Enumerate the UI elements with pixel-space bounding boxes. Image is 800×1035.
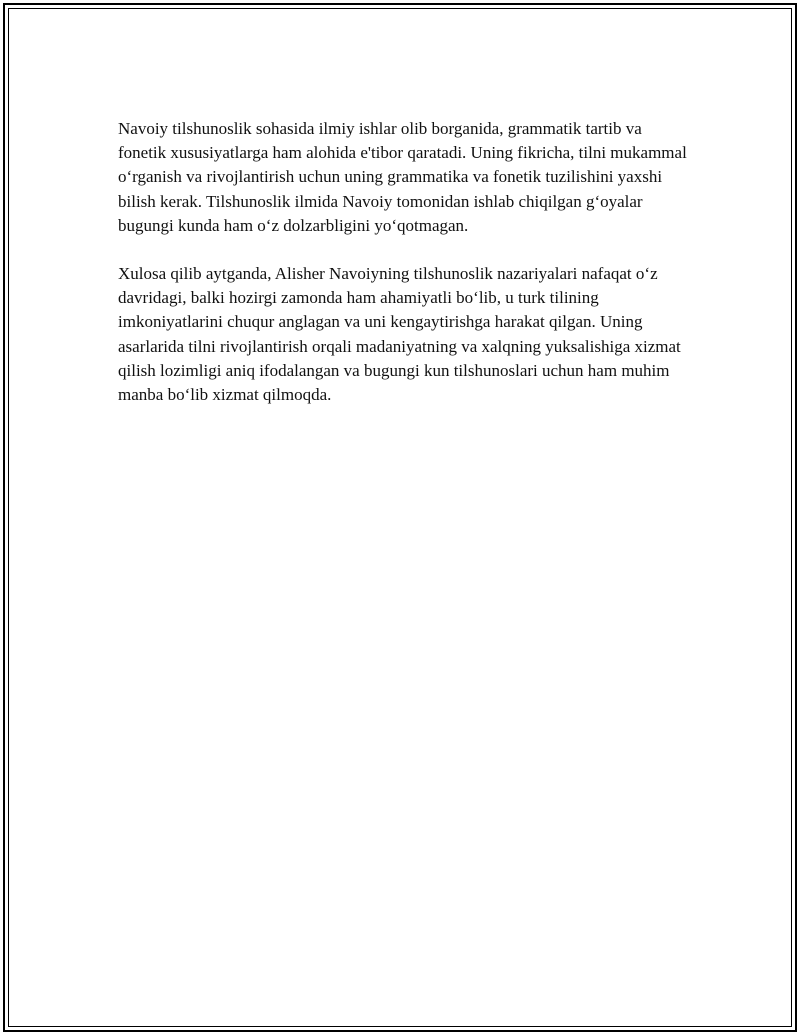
document-body (118, 117, 693, 431)
paragraph-2: Xulosa qilib aytganda, Alisher Navoiyning tilshunoslik nazariyalari nafaqat o‘z davridagi, balki hozirgi zamonda ham ahamiyatli bo‘lib, u turk tilining imkoniyatlarini chuqur anglagan va uni kengaytirishga harakat qilgan. Uning asarlarida tilni rivojlantirish orqali madaniyatning va xalqning yuksalishiga xizmat qilish lozimligi aniq ifodalangan va bugungi kun tilshunoslari uchun ham muhim manba bo‘lib xizmat qilmoqda. (118, 264, 681, 405)
paragraph-1: Navoiy tilshunoslik sohasida ilmiy ishlar olib borganida, grammatik tartib va fonetik xususiyatlarga ham alohida e'tibor qaratadi. Uning fikricha, tilni mukammal o‘rganish va rivojlantirish uchun uning grammatika va fonetik tuzilishini yaxshi bilish kerak. Tilshunoslik ilmida Navoiy tomonidan ishlab chiqilgan g‘oyalar bugungi kunda ham o‘z dolzarbligini yo‘qotmagan. (118, 119, 687, 235)
